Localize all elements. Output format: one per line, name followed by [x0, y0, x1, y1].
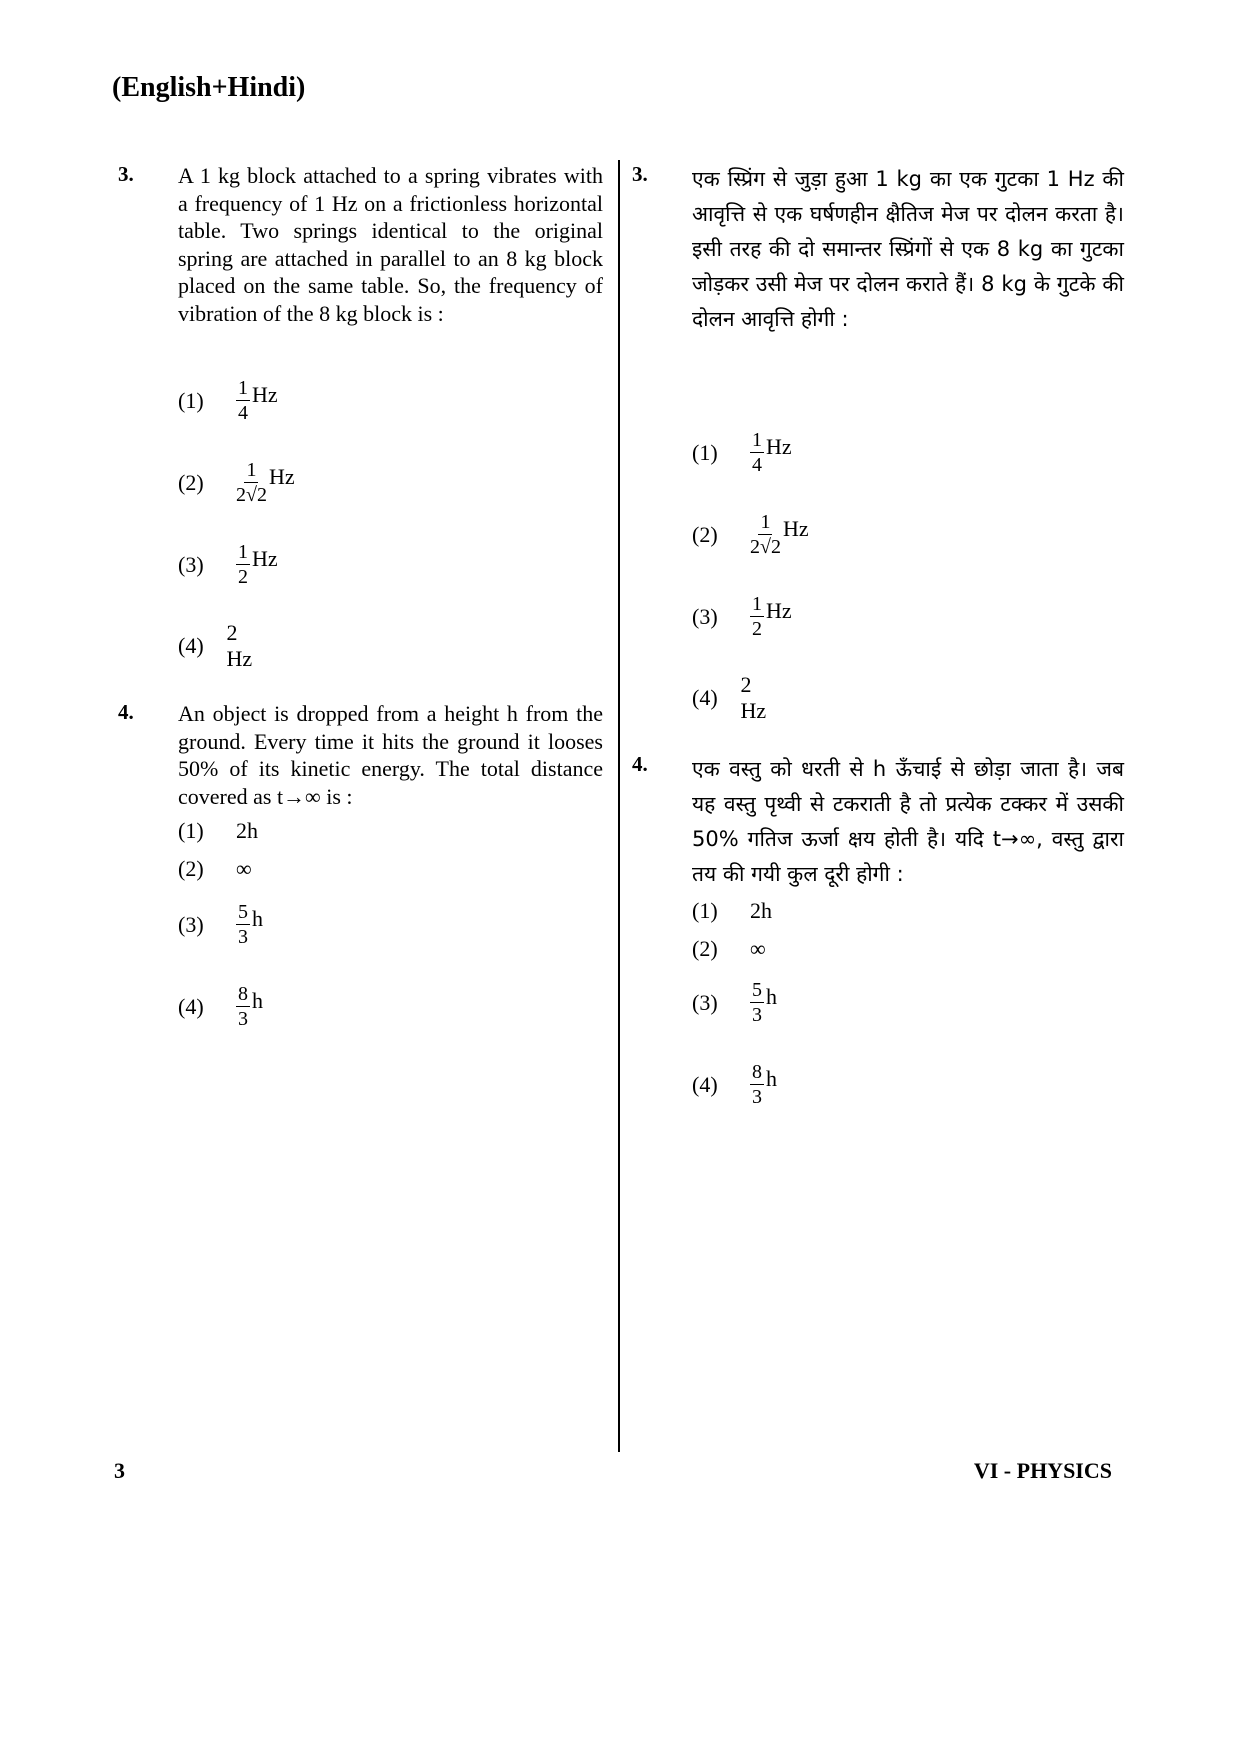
option-value: 2 Hz — [740, 672, 767, 723]
fraction: $\frac{1}{2√2}$ — [236, 459, 267, 506]
option-unit: Hz — [252, 381, 278, 407]
option-label: (4) — [692, 1071, 718, 1097]
question-number: 4. — [632, 752, 648, 776]
option-label: (2) — [692, 936, 718, 961]
fraction: $\frac{1}{2√2}$ — [750, 511, 781, 558]
fraction: $\frac{1}{4}$ — [752, 429, 762, 476]
fraction: $\frac{1}{2}$ — [238, 541, 248, 588]
fraction: $\frac{8}{3}$ — [238, 983, 248, 1030]
option-value: ∞ — [750, 936, 766, 961]
option-unit: h — [766, 983, 777, 1009]
column-divider — [618, 160, 620, 1452]
option-unit: Hz — [766, 597, 792, 623]
option-3 — [178, 542, 278, 587]
page-number: 3 — [114, 1458, 125, 1483]
option-unit: h — [252, 905, 263, 931]
question-number: 3. — [632, 162, 648, 186]
option-4 — [692, 672, 776, 724]
option-value: ∞ — [236, 856, 252, 881]
option-label: (4) — [178, 993, 204, 1019]
option-label: (2) — [178, 856, 204, 881]
option-unit: Hz — [252, 545, 278, 571]
option-label: (3) — [692, 989, 718, 1015]
option-label: (2) — [692, 521, 718, 547]
option-4 — [692, 1062, 777, 1107]
option-1 — [692, 898, 772, 924]
option-unit: Hz — [268, 463, 295, 489]
fraction: $\frac{8}{3}$ — [752, 1061, 762, 1108]
option-value: 2 Hz — [226, 620, 253, 671]
option-4 — [178, 984, 263, 1029]
fraction: $\frac{1}{4}$ — [238, 377, 248, 424]
question-number: 4. — [118, 700, 134, 724]
subject-label: VI - PHYSICS — [973, 1458, 1112, 1483]
fraction: $\frac{5}{3}$ — [752, 979, 762, 1026]
option-value: 2h — [750, 898, 772, 923]
option-4 — [178, 620, 262, 672]
question-text: एक स्प्रिंग से जुड़ा हुआ 1 kg का एक गुटका 1 Hz की आवृत्ति से एक घर्षणहीन क्षैतिज मेज पर दोलन करता है। इसी तरह की दो समान्तर स्प्रिंगों से एक 8 kg का गुटका जोड़कर उसी मेज पर दोलन कराते हैं। 8 kg के गुटके की दोलन आवृत्ति होगी : — [692, 167, 1124, 331]
option-unit: h — [766, 1065, 777, 1091]
option-label: (1) — [692, 439, 718, 465]
option-3 — [178, 902, 263, 947]
page-header: (English+Hindi) — [112, 72, 306, 103]
option-1 — [178, 818, 258, 844]
option-label: (3) — [692, 603, 718, 629]
option-label: (3) — [178, 551, 204, 577]
option-2 — [178, 460, 295, 505]
option-label: (4) — [692, 685, 718, 710]
option-label: (1) — [178, 387, 204, 413]
option-1 — [692, 430, 792, 475]
option-value: 2h — [236, 818, 258, 843]
option-label: (3) — [178, 911, 204, 937]
fraction: $\frac{5}{3}$ — [238, 901, 248, 948]
option-unit: h — [252, 987, 263, 1013]
question-text: एक वस्तु को धरती से h ऊँचाई से छोड़ा जाता है। जब यह वस्तु पृथ्वी से टकराती है तो प्रत्येक टक्कर में उसकी 50% गतिज ऊर्जा क्षय होती है। यदि t→∞, वस्तु द्वारा तय की गयी कुल दूरी होगी : — [692, 757, 1124, 886]
question-number: 3. — [118, 162, 134, 186]
option-label: (2) — [178, 469, 204, 495]
option-3 — [692, 594, 792, 639]
question-text: A 1 kg block attached to a spring vibrates with a frequency of 1 Hz on a frictionless horizontal table. Two springs identical to the original spring are attached in parallel to an 8 kg block placed on the same table. So, the frequency of vibration of the 8 kg block is : — [178, 163, 603, 326]
option-2 — [692, 936, 766, 962]
option-1 — [178, 378, 278, 423]
option-2 — [178, 856, 252, 882]
option-3 — [692, 980, 777, 1025]
option-2 — [692, 512, 809, 557]
option-label: (1) — [178, 818, 204, 843]
fraction: $\frac{1}{2}$ — [752, 593, 762, 640]
option-label: (4) — [178, 633, 204, 658]
option-unit: Hz — [782, 515, 809, 541]
option-unit: Hz — [766, 433, 792, 459]
option-label: (1) — [692, 898, 718, 923]
question-text: An object is dropped from a height h from the ground. Every time it hits the ground it looses 50% of its kinetic energy. The total distance covered as t→∞ is : — [178, 701, 603, 809]
